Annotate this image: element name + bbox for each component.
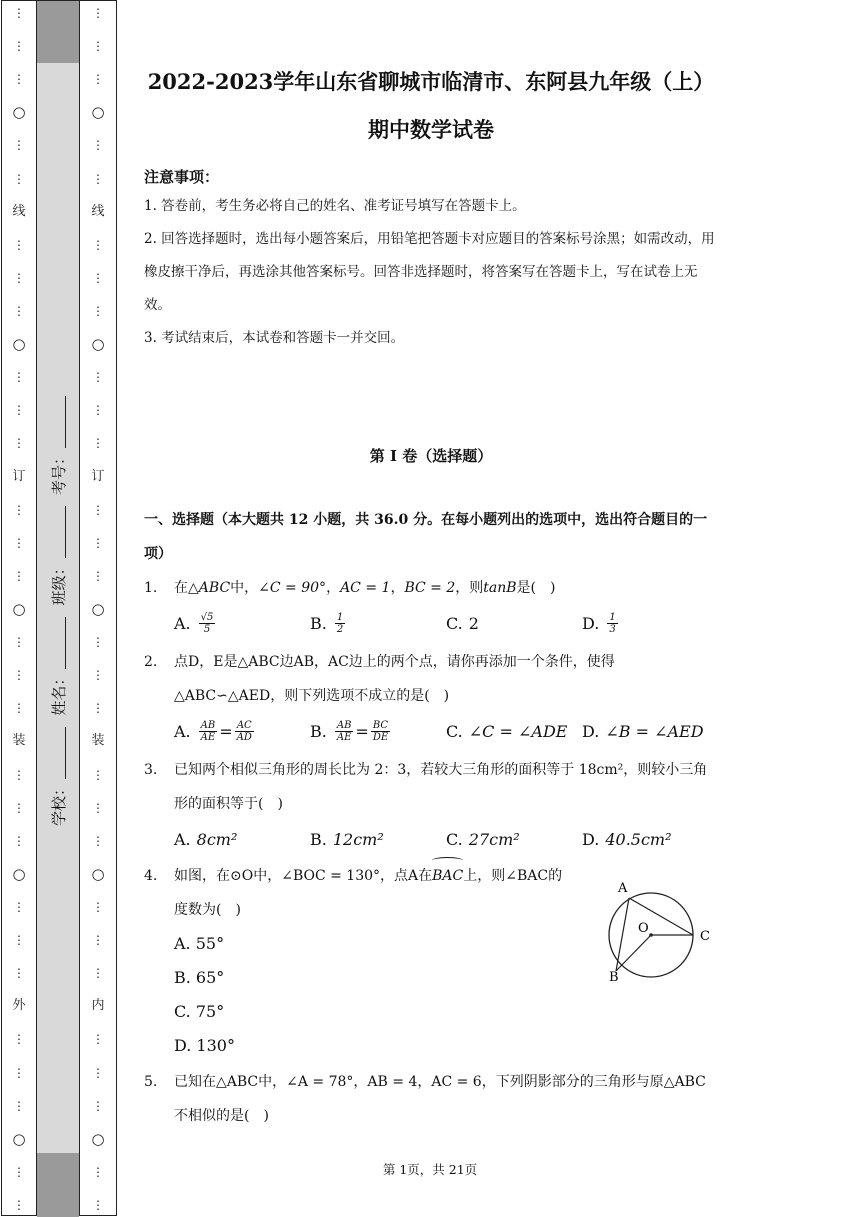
seal-word-mark: 订 <box>91 468 105 484</box>
seal-dots-mark: ⋮ <box>92 39 104 54</box>
seal-dots-mark: ⋮ <box>13 767 25 782</box>
notice-item: 2. 回答选择题时，选出每小题答案后，用铅笔把答题卡对应题目的答案标号涂黑；如需改动，用橡皮擦干净后，再选涂其他答案标号。回答非选择题时，将答案写在答题卡上，写在试卷上无效。 <box>144 231 715 313</box>
section-title: 第 I 卷（选择题） <box>369 447 493 465</box>
seal-word-mark: 订 <box>12 468 26 484</box>
seal-dots-mark: ⋮ <box>13 966 25 981</box>
seal-dots-mark: ⋮ <box>92 800 104 815</box>
seal-circle-mark: ○ <box>91 1129 105 1148</box>
question-3 <box>144 753 718 821</box>
seal-dots-mark: ⋮ <box>92 767 104 782</box>
question-number: 2. <box>144 654 158 670</box>
seal-dots-mark: ⋮ <box>92 535 104 550</box>
seal-dots-mark: ⋮ <box>92 833 104 848</box>
question-text: 已知在△ABC中，∠A = 78°，AB = 4，AC = 6，下列阴影部分的三角形与原△ABC不相似的是( ) <box>174 1074 706 1124</box>
seal-dots-mark: ⋮ <box>92 370 104 385</box>
question-5 <box>144 1065 718 1133</box>
option-b[interactable]: B. 12cm² <box>310 829 384 849</box>
option-c[interactable]: C. 2 <box>446 613 479 633</box>
seal-circle-mark: ○ <box>12 335 26 354</box>
question-number: 4. <box>144 868 158 884</box>
seal-dots-mark: ⋮ <box>13 535 25 550</box>
class-field[interactable]: 班级： <box>48 506 69 605</box>
option-c[interactable]: C. ∠C = ∠ADE <box>446 721 568 741</box>
seal-dots-mark: ⋮ <box>13 899 25 914</box>
label-o: O <box>638 921 649 936</box>
question-number: 1. <box>144 580 158 596</box>
seal-circle-mark: ○ <box>12 599 26 618</box>
inner-seal-strip <box>79 0 117 1216</box>
seal-dots-mark: ⋮ <box>92 403 104 418</box>
notice-item: 3. 考试结束后，本试卷和答题卡一并交回。 <box>144 330 405 346</box>
seal-dots-mark: ⋮ <box>13 1197 25 1212</box>
option-a[interactable]: A. $\frac{√5}{5}$ <box>174 611 214 635</box>
label-a: A <box>618 881 628 896</box>
question-text: 点D，E是△ABC边AB，AC边上的两个点，请你再添加一个条件，使得△ABC∽△AED，则下列选项不成立的是( ) <box>174 654 615 704</box>
seal-dots-mark: ⋮ <box>92 1065 104 1080</box>
seal-dots-mark: ⋮ <box>13 1065 25 1080</box>
label-b: B <box>609 970 619 984</box>
seal-dots-mark: ⋮ <box>13 635 25 650</box>
option-d[interactable]: D. $\frac{1}{3}$ <box>582 611 616 635</box>
option-a[interactable]: A. 55° <box>174 934 225 953</box>
outer-seal-strip <box>1 0 37 1216</box>
notice-item: 1. 答卷前，考生务必将自己的姓名、准考证号填写在答题卡上。 <box>144 198 526 214</box>
seal-dots-mark: ⋮ <box>13 436 25 451</box>
seal-dots-mark: ⋮ <box>92 1098 104 1113</box>
exam-title-line2: 期中数学试卷 <box>368 117 494 142</box>
inner-seal-marks <box>80 7 116 1211</box>
seal-circle-mark: ○ <box>12 103 26 122</box>
seal-dots-mark: ⋮ <box>13 237 25 252</box>
question-text: 已知两个相似三角形的周长比为 2：3，若较大三角形的面积等于 18cm²，则较小三角形的面积等于( ) <box>174 762 708 812</box>
seal-word-mark: 内 <box>91 998 105 1014</box>
page-footer: 第 1页，共 21页 <box>382 1162 478 1177</box>
seal-dots-mark: ⋮ <box>13 6 25 20</box>
student-info-strip <box>37 0 79 1216</box>
option-b[interactable]: B. $\frac{1}{2}$ <box>310 611 344 635</box>
option-b[interactable]: B. 65° <box>174 968 225 987</box>
seal-dots-mark: ⋮ <box>92 1032 104 1047</box>
seal-dots-mark: ⋮ <box>92 6 104 20</box>
seal-dots-mark: ⋮ <box>13 39 25 54</box>
seal-dots-mark: ⋮ <box>13 1164 25 1179</box>
seal-dots-mark: ⋮ <box>92 1197 104 1212</box>
part-heading: 一、选择题（本大题共 12 小题，共 36.0 分。在每小题列出的选项中，选出符合题目的一项） <box>144 512 708 562</box>
seal-dots-mark: ⋮ <box>92 701 104 716</box>
question-text: 在△ABC中，∠C = 90°，AC = 1，BC = 2，则tanB是( ) <box>174 580 556 596</box>
name-field[interactable]: 姓名： <box>48 617 69 716</box>
seal-dots-mark: ⋮ <box>92 568 104 583</box>
question-3-options <box>174 821 718 857</box>
seal-dots-mark: ⋮ <box>13 370 25 385</box>
seal-dots-mark: ⋮ <box>92 668 104 683</box>
option-a[interactable]: A. $\frac{AB}{AE}$ = $\frac{AC}{AD}$ <box>174 719 252 743</box>
seal-dots-mark: ⋮ <box>13 72 25 87</box>
question-2-options <box>174 713 718 749</box>
seal-dots-mark: ⋮ <box>92 270 104 285</box>
strip-top-shade <box>37 1 79 63</box>
label-c: C <box>700 929 710 944</box>
seal-dots-mark: ⋮ <box>92 171 104 186</box>
question-number: 3. <box>144 762 158 778</box>
exam-title-line1: 2022-2023学年山东省聊城市临清市、东阿县九年级（上） <box>147 69 715 94</box>
notice-list <box>144 190 718 355</box>
seal-dots-mark: ⋮ <box>92 899 104 914</box>
seal-dots-mark: ⋮ <box>92 436 104 451</box>
option-d[interactable]: D. ∠B = ∠AED <box>582 721 704 741</box>
seal-dots-mark: ⋮ <box>13 138 25 153</box>
seal-dots-mark: ⋮ <box>92 502 104 517</box>
seal-word-mark: 装 <box>12 733 26 749</box>
seal-circle-mark: ○ <box>91 599 105 618</box>
seal-circle-mark: ○ <box>12 1129 26 1148</box>
seal-dots-mark: ⋮ <box>13 701 25 716</box>
question-2 <box>144 645 718 713</box>
seal-dots-mark: ⋮ <box>92 635 104 650</box>
seal-dots-mark: ⋮ <box>13 833 25 848</box>
seal-dots-mark: ⋮ <box>92 1164 104 1179</box>
option-a[interactable]: A. 8cm² <box>174 829 238 849</box>
question-text: 如图，在⊙O中，∠BOC = 130°，点A在BAC上，则∠BAC的度数为( ) <box>174 859 574 927</box>
question-1-options <box>174 605 718 641</box>
seal-word-mark: 外 <box>12 998 26 1014</box>
seal-dots-mark: ⋮ <box>13 933 25 948</box>
seal-dots-mark: ⋮ <box>13 171 25 186</box>
seal-dots-mark: ⋮ <box>13 303 25 318</box>
seal-circle-mark: ○ <box>91 864 105 883</box>
seal-circle-mark: ○ <box>91 103 105 122</box>
question-number: 5. <box>144 1074 158 1090</box>
school-field[interactable]: 学校： <box>48 727 69 826</box>
seal-dots-mark: ⋮ <box>13 502 25 517</box>
exam-number-field[interactable]: 考号： <box>48 396 69 495</box>
arc-bac: BAC <box>432 859 463 893</box>
option-c[interactable]: C. 27cm² <box>446 829 520 849</box>
seal-dots-mark: ⋮ <box>92 933 104 948</box>
seal-dots-mark: ⋮ <box>92 72 104 87</box>
seal-dots-mark: ⋮ <box>13 1032 25 1047</box>
seal-dots-mark: ⋮ <box>92 237 104 252</box>
circle-figure <box>604 876 722 984</box>
option-c[interactable]: C. 75° <box>174 1002 225 1021</box>
seal-dots-mark: ⋮ <box>13 1098 25 1113</box>
outer-seal-marks <box>2 7 36 1211</box>
option-b[interactable]: B. $\frac{AB}{AE}$ = $\frac{BC}{DE}$ <box>310 719 389 743</box>
seal-dots-mark: ⋮ <box>13 668 25 683</box>
seal-circle-mark: ○ <box>91 335 105 354</box>
student-info-fields <box>47 396 69 826</box>
question-4 <box>144 859 574 927</box>
seal-dots-mark: ⋮ <box>92 966 104 981</box>
notice-heading: 注意事项： <box>144 168 220 186</box>
question-1 <box>144 571 718 605</box>
option-d[interactable]: D. 40.5cm² <box>582 829 672 849</box>
seal-word-mark: 装 <box>91 733 105 749</box>
seal-dots-mark: ⋮ <box>13 800 25 815</box>
seal-dots-mark: ⋮ <box>13 270 25 285</box>
seal-dots-mark: ⋮ <box>92 303 104 318</box>
option-d[interactable]: D. 130° <box>174 1036 235 1055</box>
seal-dots-mark: ⋮ <box>92 138 104 153</box>
seal-circle-mark: ○ <box>12 864 26 883</box>
seal-word-mark: 线 <box>12 203 26 219</box>
seal-dots-mark: ⋮ <box>13 568 25 583</box>
center-point <box>649 933 653 937</box>
seal-dots-mark: ⋮ <box>13 403 25 418</box>
seal-word-mark: 线 <box>91 203 105 219</box>
